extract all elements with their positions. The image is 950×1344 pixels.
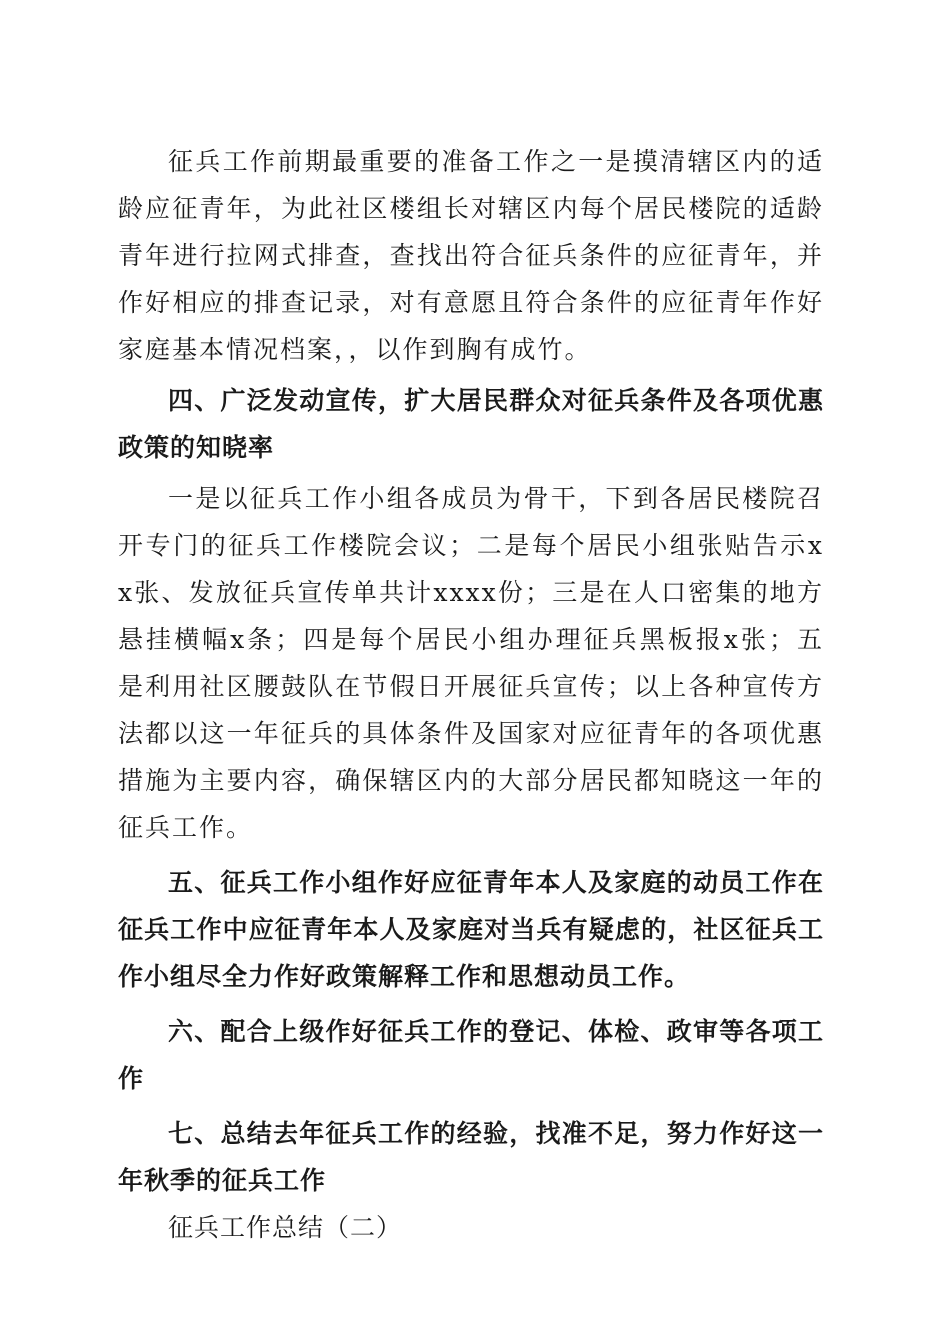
heading-section-5: 五、征兵工作小组作好应征青年本人及家庭的动员工作在征兵工作中应征青年本人及家庭对当兵有疑虑的，社区征兵工作小组尽全力作好政策解释工作和思想动员工作。: [118, 868, 824, 991]
heading-section-6: 六、配合上级作好征兵工作的登记、体检、政审等各项工作: [118, 1017, 824, 1093]
paragraph-preparation: 征兵工作前期最重要的准备工作之一是摸清辖区内的适龄应征青年，为此社区楼组长对辖区内每个居民楼院的适龄青年进行拉网式排查，查找出符合征兵条件的应征青年，并作好相应的排查记录，对有意愿且符合条件的应征青年作好家庭基本情况档案，，以作到胸有成竹。: [118, 147, 824, 364]
heading-section-7: 七、总结去年征兵工作的经验，找准不足，努力作好这一年秋季的征兵工作: [118, 1119, 824, 1195]
paragraph-publicity: 一是以征兵工作小组各成员为骨干，下到各居民楼院召开专门的征兵工作楼院会议；二是每个居民小组张贴告示xx张、发放征兵宣传单共计xxxx份；三是在人口密集的地方悬挂横幅x条；四是每个居民小组办理征兵黑板报x张；五是利用社区腰鼓队在节假日开展征兵宣传；以上各种宣传方法都以这一年征兵的具体条件及国家对应征青年的各项优惠措施为主要内容，确保辖区内的大部分居民都知晓这一年的征兵工作。: [118, 484, 824, 842]
paragraph-summary-two-title: 征兵工作总结（二）: [168, 1213, 403, 1242]
document-body: [118, 138, 824, 1251]
heading-section-4: 四、广泛发动宣传，扩大居民群众对征兵条件及各项优惠政策的知晓率: [118, 386, 824, 462]
